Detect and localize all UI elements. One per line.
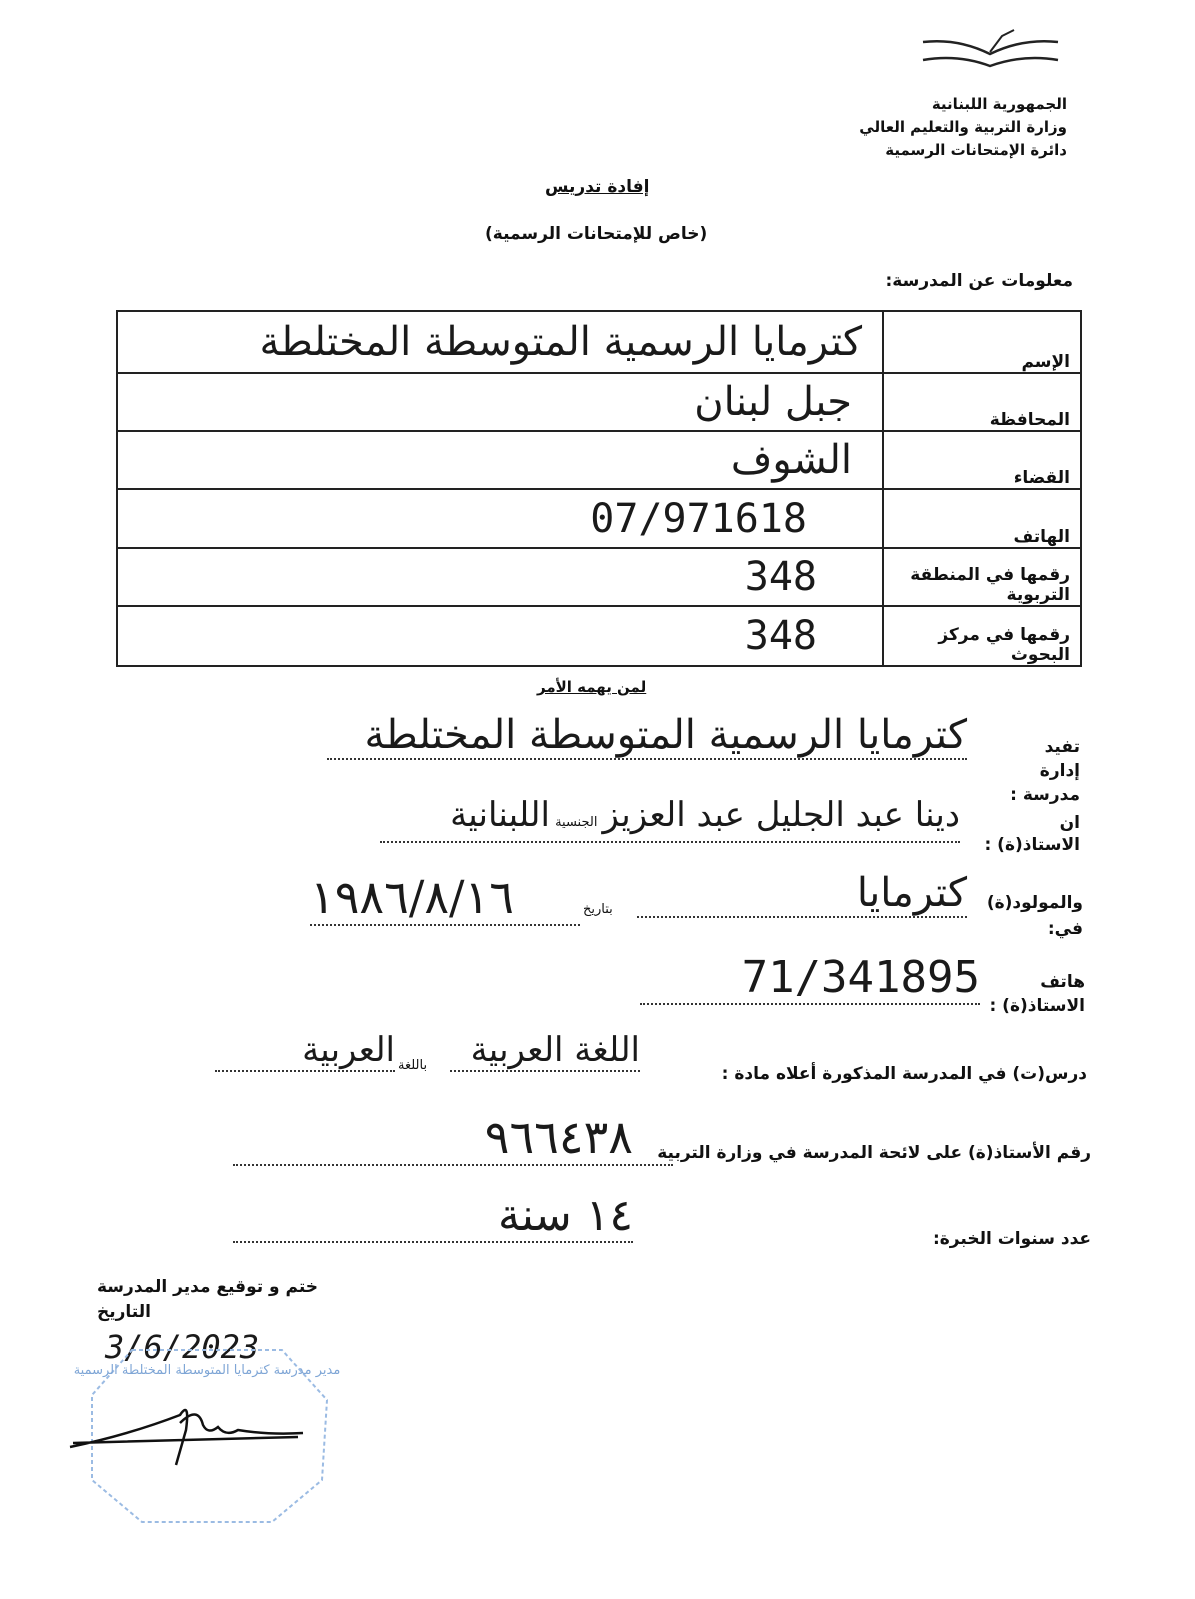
table-row	[117, 431, 1081, 489]
nationality-label: الجنسية	[555, 815, 598, 830]
school-info-table	[116, 310, 1082, 667]
born-label: والمولود(ة) في:	[986, 893, 1083, 939]
nationality-value: اللبنانية	[450, 795, 550, 835]
teacher-name-value: دينا عبد الجليل عبد العزيز	[602, 795, 960, 835]
date-label: بتاريخ	[583, 902, 613, 917]
table-row	[117, 548, 1081, 606]
label-regional-number: رقمها في المنطقة التربوية	[883, 548, 1081, 606]
born-place-value: كترمايا	[637, 870, 967, 918]
header-department: دائرة الإمتحانات الرسمية	[885, 141, 1067, 159]
school-phone-value: 07/971618	[590, 495, 807, 542]
regional-number-value: 348	[744, 554, 817, 600]
experience-label: عدد سنوات الخبرة:	[932, 1229, 1091, 1249]
school-section-label: معلومات عن المدرسة:	[885, 271, 1073, 291]
stamp-text: مدير مدرسة كترمايا المتوسطة المختلطة الرسمية	[73, 1363, 341, 1378]
footer-date-value: 3/6/2023	[105, 1328, 260, 1366]
ministry-number-label: رقم الأستاذ(ة) على لائحة المدرسة في وزارة التربية	[657, 1143, 1091, 1163]
label-district: القضاء	[883, 431, 1081, 489]
school-admin-value: كترمايا الرسمية المتوسطة المختلطة	[327, 712, 967, 760]
teacher-label: ان الاستاذ(ة) :	[984, 813, 1080, 855]
phone-label: هاتف الاستاذ(ة) :	[989, 972, 1085, 1016]
subject-value: اللغة العربية	[450, 1030, 640, 1072]
header-country: الجمهورية اللبنانية	[931, 95, 1067, 113]
label-research-number: رقمها في مركز البحوث	[883, 606, 1081, 666]
label-governorate: المحافظة	[883, 373, 1081, 431]
teacher-phone-value: 71/341895	[640, 952, 980, 1005]
page-subtitle: (خاص للإمتحانات الرسمية)	[485, 224, 708, 244]
header-ministry: وزارة التربية والتعليم العالي	[859, 118, 1067, 136]
research-number-cell	[117, 606, 883, 666]
signature-mark	[68, 1385, 308, 1470]
district-value: الشوف	[117, 431, 883, 489]
ministry-logo-icon	[918, 28, 1063, 70]
research-number-value: 348	[744, 613, 817, 659]
school-admin-label: تفيد إدارة مدرسة :	[1010, 737, 1080, 805]
subject-label: درس(ت) في المدرسة المذكورة أعلاه مادة :	[721, 1064, 1087, 1084]
teacher-line	[380, 795, 960, 843]
table-row	[117, 373, 1081, 431]
footer-date-label: التاريخ	[97, 1302, 151, 1322]
signature-label: ختم و توقيع مدير المدرسة	[97, 1277, 319, 1297]
born-date-value: ١٩٨٦/٨/١٦	[310, 870, 580, 926]
regional-number-cell	[117, 548, 883, 606]
table-row	[117, 489, 1081, 548]
ministry-number-value: ٩٦٦٤٣٨	[233, 1110, 673, 1166]
phone-cell	[117, 489, 883, 548]
label-phone: الهاتف	[883, 489, 1081, 548]
page-title: إفادة تدريس	[545, 177, 650, 197]
language-value: العربية	[215, 1030, 395, 1072]
school-name-value: كترمايا الرسمية المتوسطة المختلطة	[117, 311, 883, 373]
label-name: الإسم	[883, 311, 1081, 373]
experience-value: ١٤ سنة	[233, 1190, 633, 1243]
governorate-value: جبل لبنان	[117, 373, 883, 431]
table-row	[117, 606, 1081, 666]
language-label: باللغة	[398, 1058, 428, 1073]
to-whom-heading: لمن يهمه الأمر	[537, 678, 647, 696]
table-row	[117, 311, 1081, 373]
